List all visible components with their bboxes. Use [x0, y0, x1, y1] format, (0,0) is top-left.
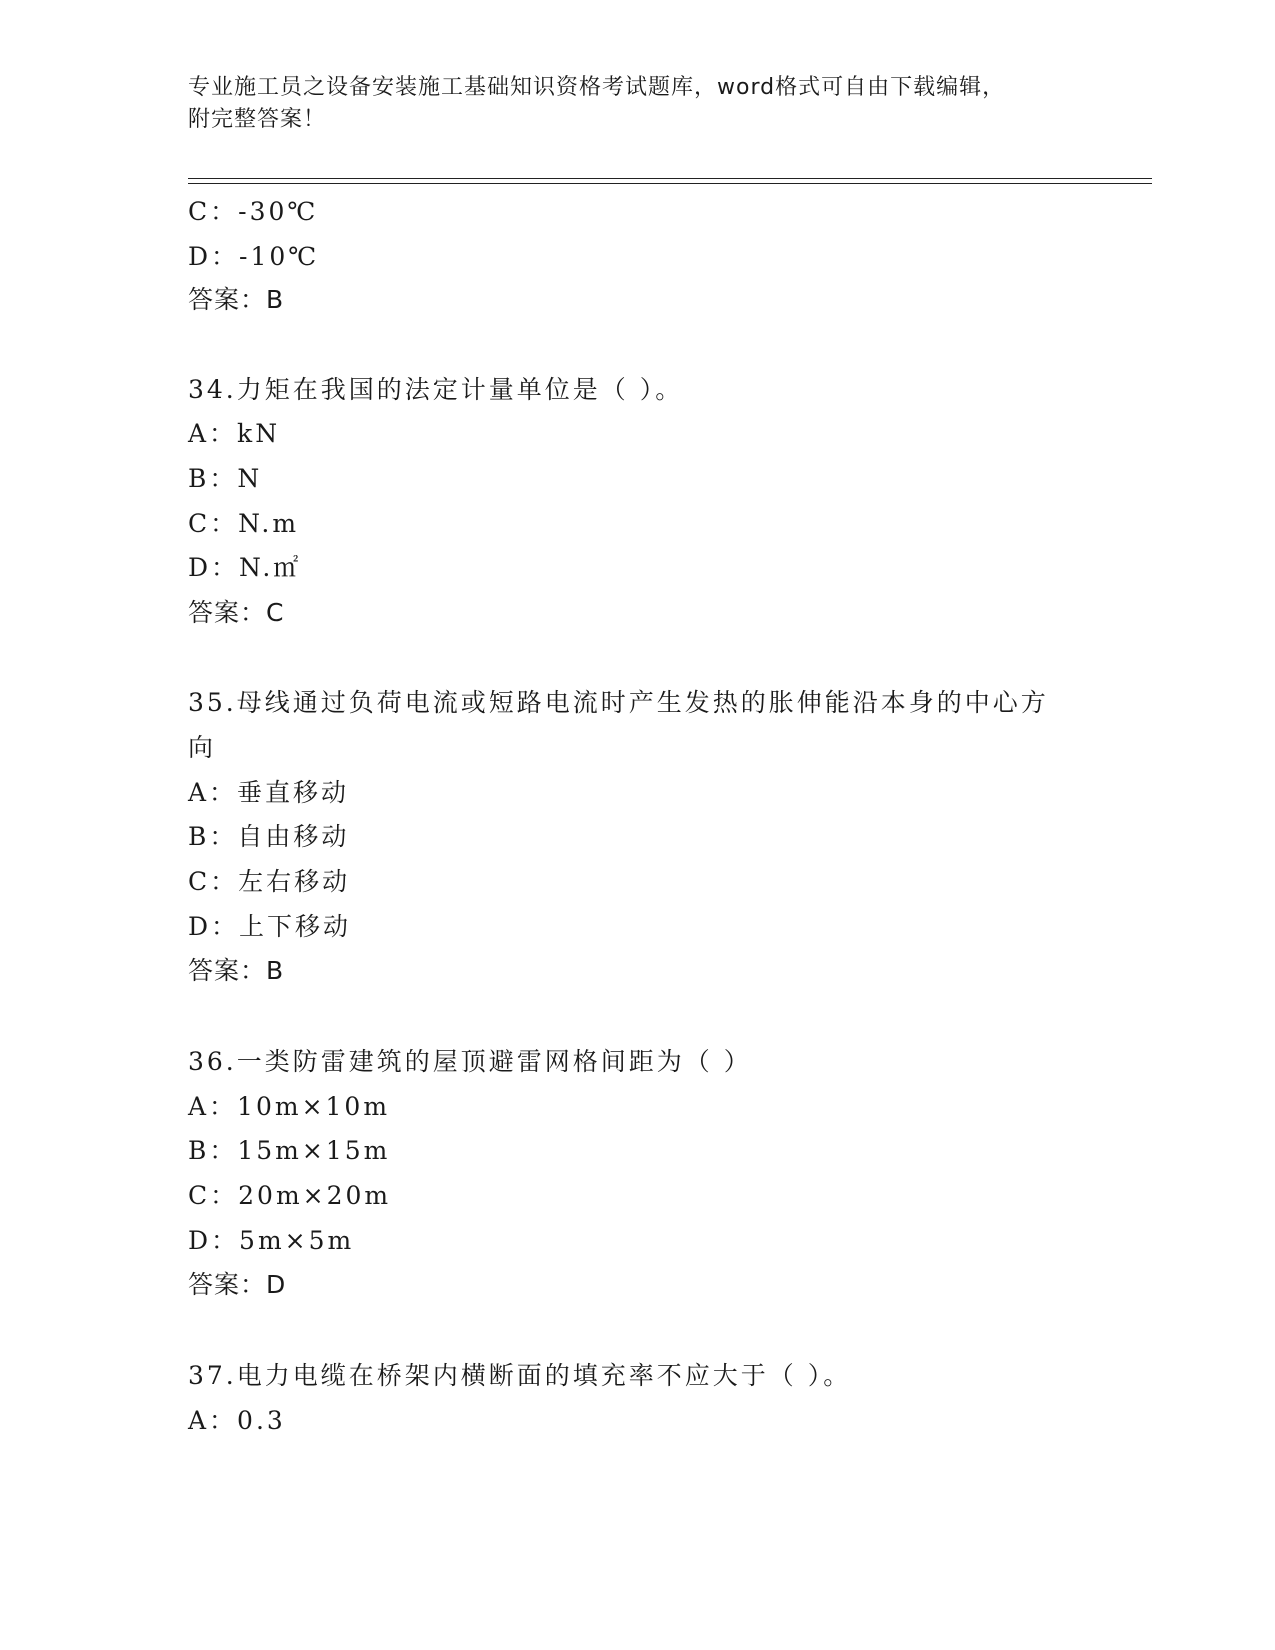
option-d: D：-10℃: [188, 242, 320, 271]
option-a: A：10m×10m: [188, 1092, 391, 1121]
option-c: C：左右移动: [188, 867, 351, 896]
question-stem-continued: 向: [188, 733, 217, 762]
option-d: D：5m×5m: [188, 1226, 355, 1255]
answer-line: 答案：B: [188, 956, 285, 985]
header-line-2: 附完整答案！: [188, 107, 327, 132]
option-d: D：N.㎡: [188, 553, 302, 582]
document-header: [188, 72, 1068, 136]
answer-line: 答案：C: [188, 598, 285, 627]
option-b: B：15m×15m: [188, 1136, 391, 1165]
option-c: C：20m×20m: [188, 1181, 392, 1210]
header-divider-top: [188, 178, 1152, 179]
option-b: B：自由移动: [188, 822, 350, 851]
answer-line: 答案：D: [188, 1270, 287, 1299]
header-line-1: 专业施工员之设备安装施工基础知识资格考试题库，word格式可自由下载编辑，: [188, 75, 1006, 100]
option-b: B：N: [188, 464, 263, 493]
option-a: A：kN: [188, 419, 281, 448]
option-a: A：0.3: [188, 1406, 286, 1435]
option-d: D：上下移动: [188, 912, 352, 941]
question-stem: 34.力矩在我国的法定计量单位是（ ）。: [188, 375, 684, 404]
question-stem: 35.母线通过负荷电流或短路电流时产生发热的胀伸能沿本身的中心方: [188, 688, 1049, 717]
option-c: C：N.m: [188, 509, 300, 538]
option-c: C：-30℃: [188, 197, 319, 226]
question-stem: 36.一类防雷建筑的屋顶避雷网格间距为（ ）: [188, 1047, 752, 1076]
question-stem: 37.电力电缆在桥架内横断面的填充率不应大于（ ）。: [188, 1361, 852, 1390]
answer-line: 答案：B: [188, 285, 285, 314]
header-divider-bottom: [188, 183, 1152, 184]
option-a: A：垂直移动: [188, 778, 350, 807]
